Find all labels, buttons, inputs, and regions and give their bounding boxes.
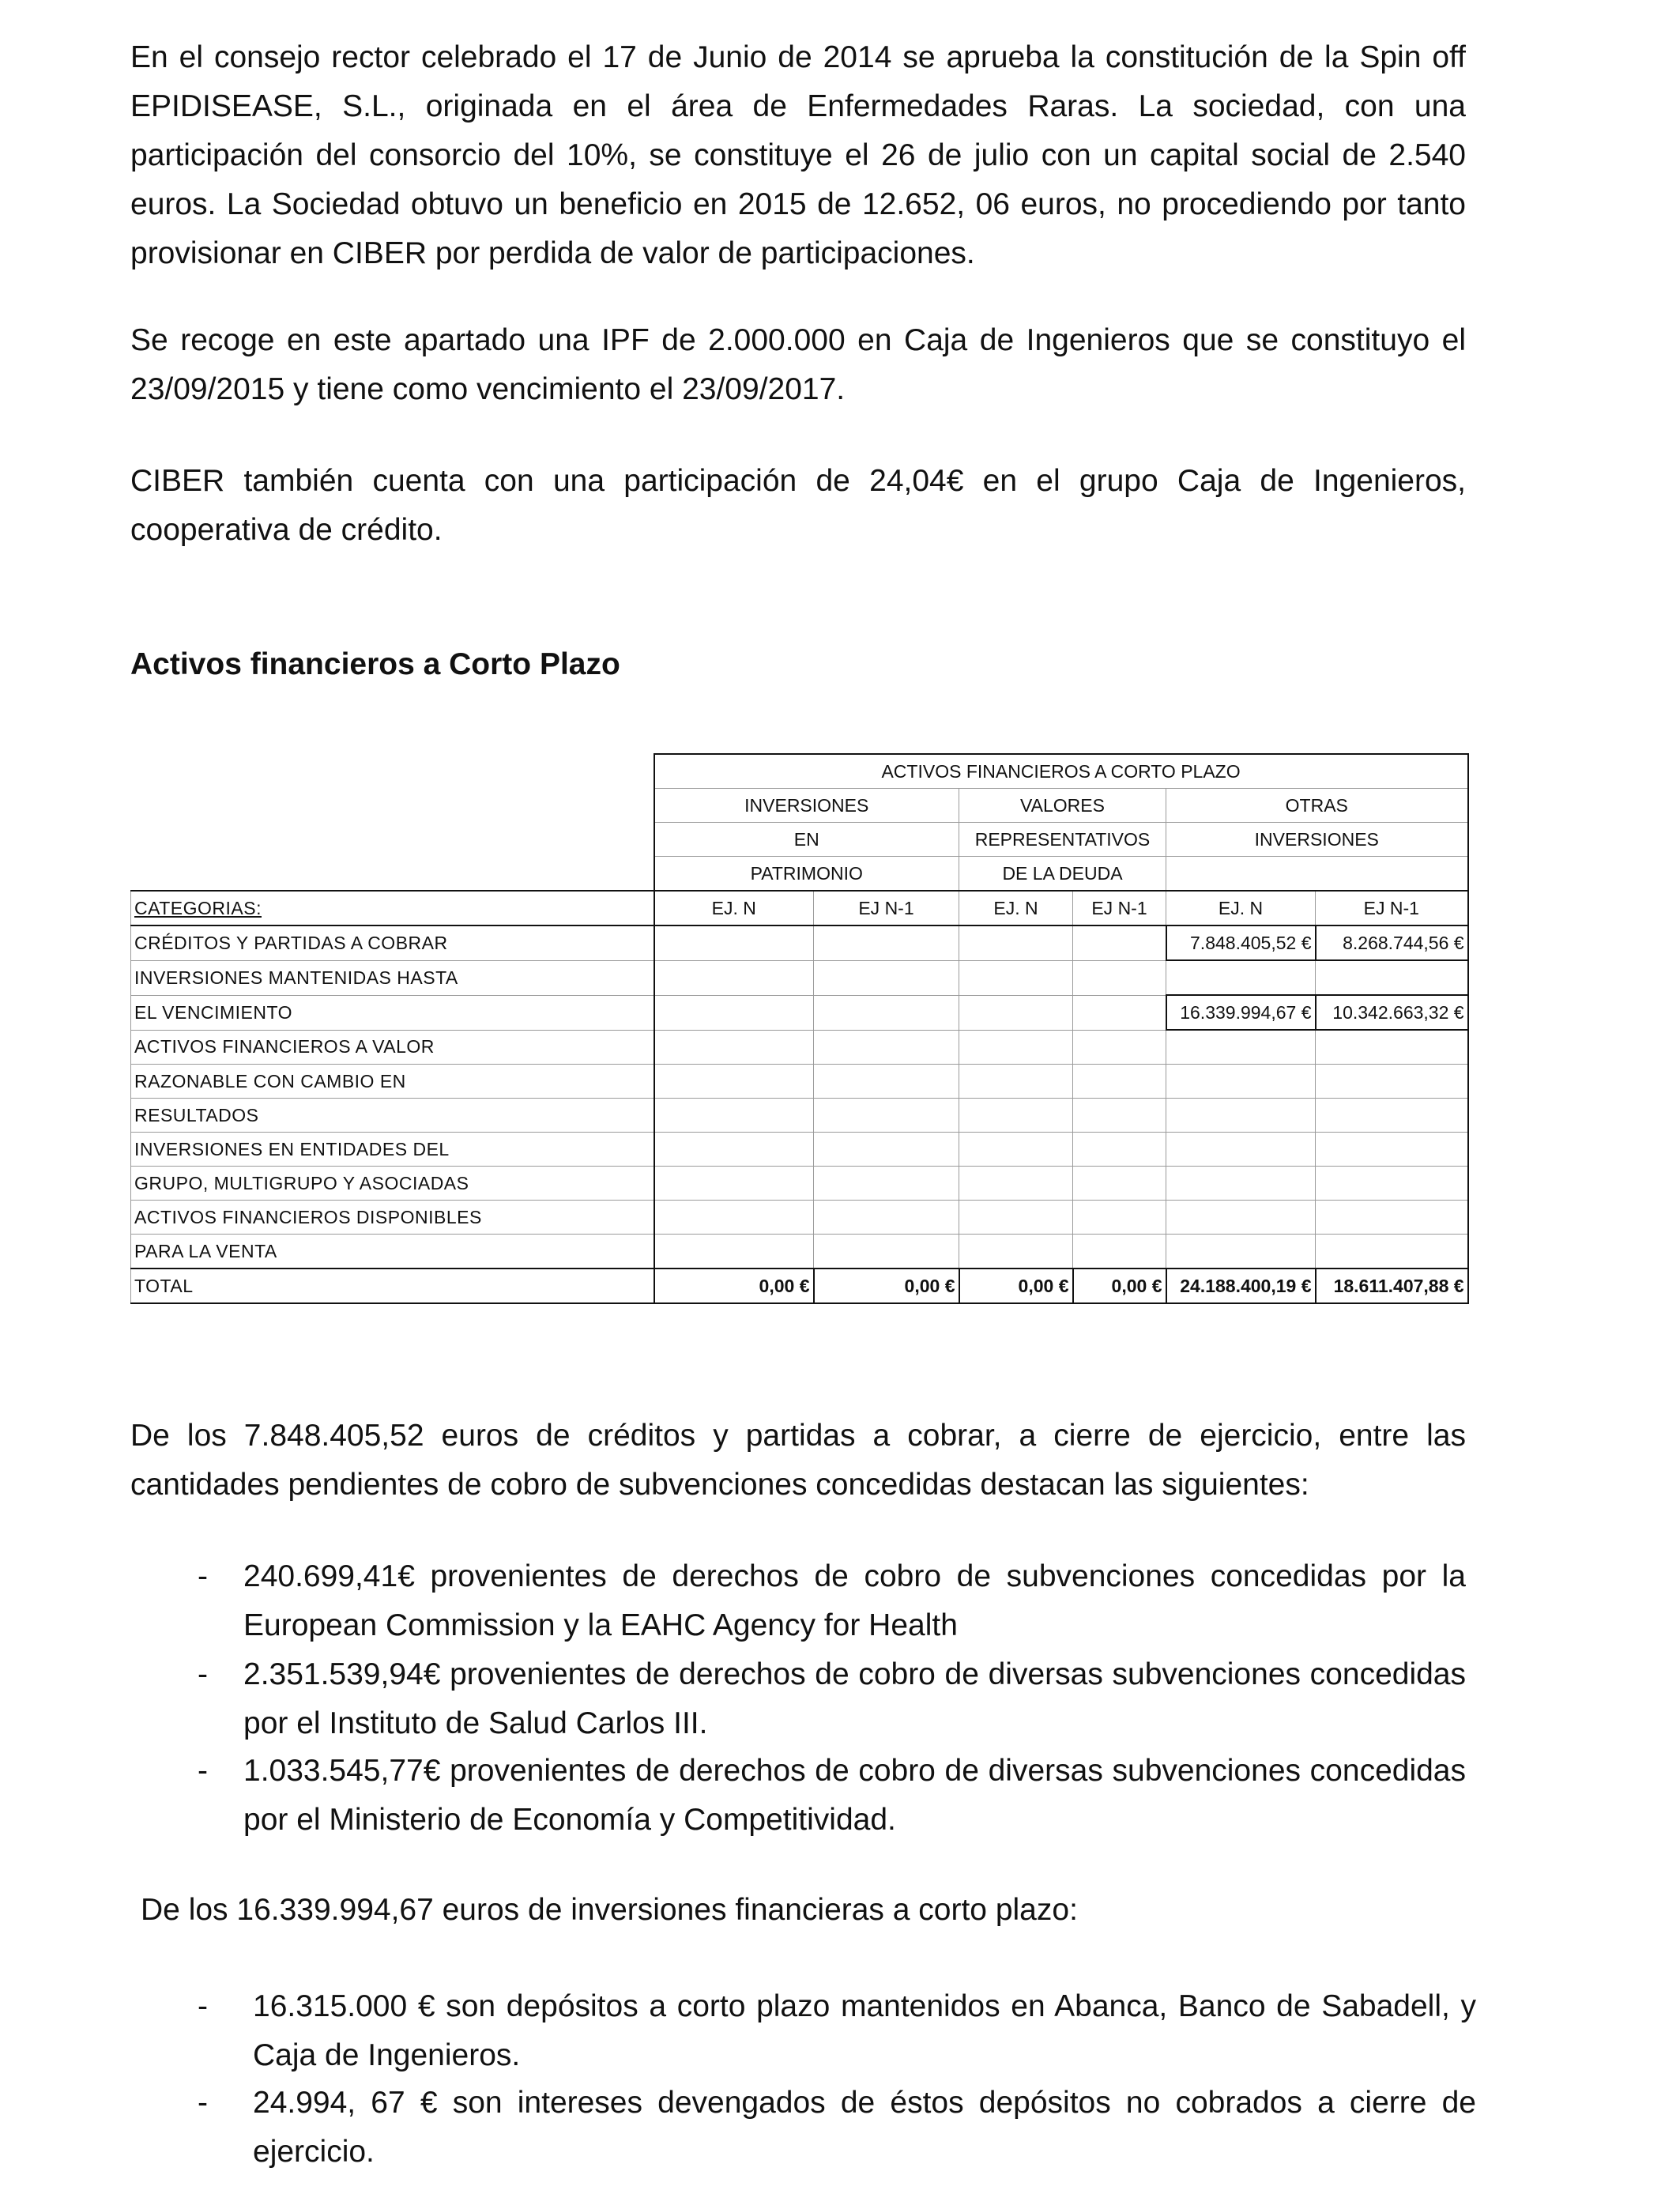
table-cell (131, 823, 654, 857)
table-cell (131, 857, 654, 892)
group-header: INVERSIONES (654, 789, 959, 823)
table-row (131, 823, 1468, 857)
row-label: ACTIVOS FINANCIEROS DISPONIBLES (131, 1201, 654, 1235)
table-cell (1316, 1167, 1468, 1201)
table-row (131, 925, 1468, 960)
group-header: EN (654, 823, 959, 857)
list-item-text: 24.994, 67 € son intereses devengados de éstos depósitos no cobrados a cierre de ejercicio. (253, 2086, 1476, 2169)
paragraph-epidisease: En el consejo rector celebrado el 17 de Junio de 2014 se aprueba la constitución de la Spin off EPIDISEASE, S.L., originada en el área de Enfermedades Raras. La sociedad, con una participación del consorcio del 10%, se constituye el 26 de julio con un capital social de 2.540 euros. La Sociedad obtuvo un beneficio en 2015 de 12.652, 06 euros, no procediendo por tanto provisionar en CIBER por perdida de valor de participaciones. (130, 40, 1466, 270)
table-cell (1073, 925, 1166, 960)
table-cell (1073, 1235, 1166, 1269)
table-row (131, 1201, 1468, 1235)
table-cell (654, 925, 814, 960)
bullet-dash: - (198, 1657, 208, 1691)
total-value: 0,00 € (814, 1269, 959, 1303)
value-cell: 16.339.994,67 € (1166, 995, 1316, 1030)
list-item-text: 1.033.545,77€ provenientes de derechos de cobro de diversas subvenciones concedidas por el Ministerio de Economía y Competitividad. (243, 1754, 1466, 1837)
value-cell: 10.342.663,32 € (1316, 995, 1468, 1030)
column-header: EJ. N (654, 891, 814, 925)
table-cell (131, 789, 654, 823)
table-cell (959, 1235, 1073, 1269)
table-row (131, 1099, 1468, 1133)
table-cell (814, 1133, 959, 1167)
table-cell (654, 995, 814, 1030)
table-cell (959, 1099, 1073, 1133)
table-row (131, 1065, 1468, 1099)
table-cell (1166, 1201, 1316, 1235)
row-label: GRUPO, MULTIGRUPO Y ASOCIADAS (131, 1167, 654, 1201)
row-label: PARA LA VENTA (131, 1235, 654, 1269)
table-cell (1166, 1167, 1316, 1201)
table-cell (654, 1099, 814, 1133)
table-row (131, 1030, 1468, 1065)
table-cell (1073, 1099, 1166, 1133)
row-label: RAZONABLE CON CAMBIO EN (131, 1065, 654, 1099)
bullet-dash: - (198, 1754, 208, 1788)
table-cell (1316, 1030, 1468, 1065)
column-header: EJ N-1 (814, 891, 959, 925)
column-header: EJ. N (1166, 891, 1316, 925)
table-cell (1073, 960, 1166, 995)
table-row (131, 789, 1468, 823)
table-cell (1073, 1065, 1166, 1099)
table-cell (1316, 1065, 1468, 1099)
table-cell (959, 1133, 1073, 1167)
list-item-text: 2.351.539,94€ provenientes de derechos de cobro de diversas subvenciones concedidas por el Instituto de Salud Carlos III. (243, 1657, 1466, 1740)
table-cell (1316, 1133, 1468, 1167)
list-item-text: 240.699,41€ provenientes de derechos de cobro de subvenciones concedidas por la European Commission y la EAHC Agency for Health (243, 1559, 1466, 1642)
group-header: REPRESENTATIVOS (959, 823, 1166, 857)
table-row (131, 1235, 1468, 1269)
row-label: INVERSIONES MANTENIDAS HASTA (131, 960, 654, 995)
table-title: ACTIVOS FINANCIEROS A CORTO PLAZO (654, 754, 1468, 789)
group-header: INVERSIONES (1166, 823, 1468, 857)
group-header: PATRIMONIO (654, 857, 959, 892)
row-label: ACTIVOS FINANCIEROS A VALOR (131, 1030, 654, 1065)
group-header: DE LA DEUDA (959, 857, 1166, 892)
table-cell (1316, 1235, 1468, 1269)
bullet-dash: - (198, 1989, 208, 2023)
row-label: INVERSIONES EN ENTIDADES DEL (131, 1133, 654, 1167)
table-cell (1073, 1030, 1166, 1065)
paragraph-inversiones: De los 16.339.994,67 euros de inversiones financieras a corto plazo: (141, 1893, 1078, 1927)
total-value: 18.611.407,88 € (1316, 1269, 1468, 1303)
table-cell (959, 960, 1073, 995)
table-cell (1073, 1167, 1166, 1201)
total-value: 0,00 € (654, 1269, 814, 1303)
total-value: 0,00 € (1073, 1269, 1166, 1303)
table-row (131, 1167, 1468, 1201)
table-cell (654, 1030, 814, 1065)
table-cell (814, 1201, 959, 1235)
table-cell (1166, 1099, 1316, 1133)
group-header: VALORES (959, 789, 1166, 823)
table-cell (959, 1201, 1073, 1235)
table-cell (131, 754, 654, 789)
bullet-dash: - (198, 2086, 208, 2120)
financial-assets-table (130, 753, 1469, 1304)
table-cell (814, 1065, 959, 1099)
paragraph-participacion: CIBER también cuenta con una participación de 24,04€ en el grupo Caja de Ingenieros, cooperativa de crédito. (130, 464, 1466, 547)
section-heading: Activos financieros a Corto Plazo (130, 647, 620, 681)
table-cell (654, 1235, 814, 1269)
table-cell (959, 1065, 1073, 1099)
row-label: RESULTADOS (131, 1099, 654, 1133)
list-item-text: 16.315.000 € son depósitos a corto plazo mantenidos en Abanca, Banco de Sabadell, y Caja de Ingenieros. (253, 1989, 1476, 2072)
table-cell (1166, 1065, 1316, 1099)
table-cell (1316, 1201, 1468, 1235)
column-header: EJ N-1 (1073, 891, 1166, 925)
column-header: EJ. N (959, 891, 1073, 925)
value-cell: 8.268.744,56 € (1316, 925, 1468, 960)
table-cell (814, 1167, 959, 1201)
table-cell (959, 925, 1073, 960)
table-cell (1316, 1099, 1468, 1133)
table-cell (654, 1133, 814, 1167)
table-cell (959, 995, 1073, 1030)
categorias-label: CATEGORIAS: (131, 891, 654, 925)
table-cell (814, 1030, 959, 1065)
group-header: OTRAS (1166, 789, 1468, 823)
row-label: CRÉDITOS Y PARTIDAS A COBRAR (131, 925, 654, 960)
table-cell (1316, 960, 1468, 995)
table-cell (1166, 1030, 1316, 1065)
table-row (131, 754, 1468, 789)
table-cell (1166, 1133, 1316, 1167)
row-label: EL VENCIMIENTO (131, 995, 654, 1030)
table-row (131, 857, 1468, 892)
table-cell (654, 1201, 814, 1235)
table-cell (654, 1065, 814, 1099)
table-cell (814, 1235, 959, 1269)
table-cell (814, 925, 959, 960)
table-row (131, 1133, 1468, 1167)
table-cell (1073, 1201, 1166, 1235)
table-cell (1166, 857, 1468, 892)
total-value: 0,00 € (959, 1269, 1073, 1303)
column-header: EJ N-1 (1316, 891, 1468, 925)
paragraph-creditos: De los 7.848.405,52 euros de créditos y partidas a cobrar, a cierre de ejercicio, entre las cantidades pendientes de cobro de subvenciones concedidas destacan las siguientes: (130, 1419, 1466, 1502)
table-cell (959, 1030, 1073, 1065)
table-cell (1166, 1235, 1316, 1269)
total-label: TOTAL (131, 1269, 654, 1303)
table-cell (1073, 1133, 1166, 1167)
table-cell (959, 1167, 1073, 1201)
table-row (131, 960, 1468, 995)
table-cell (654, 960, 814, 995)
value-cell: 7.848.405,52 € (1166, 925, 1316, 960)
table-row (131, 995, 1468, 1030)
table-cell (814, 995, 959, 1030)
table-cell (814, 1099, 959, 1133)
table-row-total (131, 1269, 1468, 1303)
bullet-dash: - (198, 1559, 208, 1593)
table-cell (654, 1167, 814, 1201)
table-cell (814, 960, 959, 995)
total-value: 24.188.400,19 € (1166, 1269, 1316, 1303)
table-cell (1166, 960, 1316, 995)
paragraph-ipf: Se recoge en este apartado una IPF de 2.000.000 en Caja de Ingenieros que se constituyo el 23/09/2015 y tiene como vencimiento el 23/09/2017. (130, 323, 1466, 406)
table-row (131, 891, 1468, 925)
table-cell (1073, 995, 1166, 1030)
